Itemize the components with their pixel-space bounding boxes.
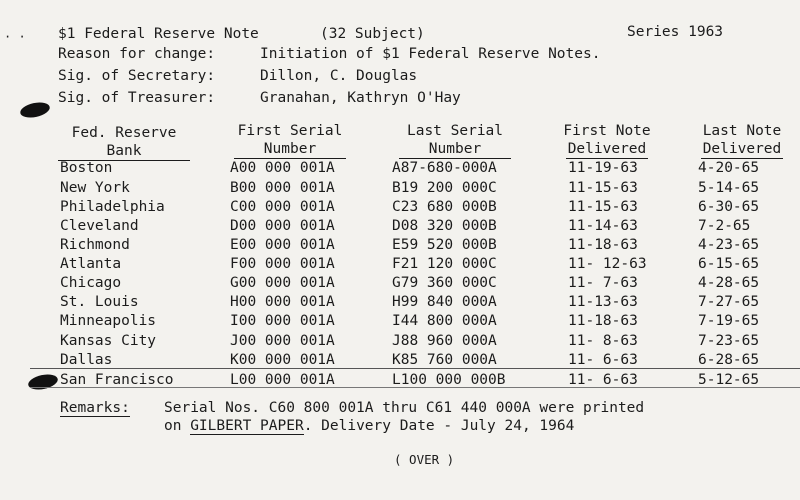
- cell-bank: Kansas City: [60, 333, 157, 349]
- cell-bank: St. Louis: [60, 294, 139, 310]
- cell-first-serial: K00 000 001A: [230, 352, 335, 368]
- remarks-line2: on GILBERT PAPER. Delivery Date - July 24, 1964: [164, 418, 575, 434]
- col-last-note-line2: Delivered: [702, 141, 782, 157]
- cell-last-delivered: 7-2-65: [698, 218, 751, 234]
- cell-first-serial: C00 000 001A: [230, 199, 335, 215]
- col-last-serial-line1: Last Serial: [406, 123, 504, 139]
- note-title: $1 Federal Reserve Note: [58, 26, 259, 42]
- cell-first-serial: A00 000 001A: [230, 160, 335, 176]
- reason-label: Reason for change:: [58, 46, 216, 62]
- cell-last-delivered: 4-23-65: [698, 237, 760, 253]
- cell-first-delivered: 11-14-63: [568, 218, 638, 234]
- cell-first-serial: L00 000 001A: [230, 372, 335, 388]
- cell-first-delivered: 11-19-63: [568, 160, 638, 176]
- cell-first-serial: G00 000 001A: [230, 275, 335, 291]
- cell-first-serial: J00 000 001A: [230, 333, 335, 349]
- col-last-note: [690, 122, 794, 159]
- col-last-serial: [385, 122, 525, 159]
- note-subject: (32 Subject): [320, 26, 425, 42]
- cell-first-delivered: 11- 7-63: [568, 275, 638, 291]
- cell-bank: San Francisco: [60, 372, 174, 388]
- cell-last-serial: E59 520 000B: [392, 237, 497, 253]
- cell-first-serial: F00 000 001A: [230, 256, 335, 272]
- cell-bank: New York: [60, 180, 130, 196]
- over-note: ( OVER ): [394, 452, 455, 467]
- cell-first-serial: D00 000 001A: [230, 218, 335, 234]
- cell-last-serial: J88 960 000A: [392, 333, 497, 349]
- cell-last-serial: K85 760 000A: [392, 352, 497, 368]
- cell-first-serial: E00 000 001A: [230, 237, 335, 253]
- gilbert-paper: GILBERT PAPER: [190, 418, 304, 434]
- cell-first-delivered: 11- 6-63: [568, 352, 638, 368]
- ink-blot-top: [19, 100, 51, 120]
- cell-last-delivered: 7-23-65: [698, 333, 760, 349]
- remarks-label: Remarks:: [60, 400, 130, 416]
- series-label: Series 1963: [627, 24, 724, 40]
- cell-bank: Cleveland: [60, 218, 139, 234]
- cell-last-delivered: 5-14-65: [698, 180, 760, 196]
- cell-bank: Philadelphia: [60, 199, 165, 215]
- cell-bank: Boston: [60, 160, 113, 176]
- col-bank-line2: Bank: [106, 143, 142, 159]
- ink-blot-bottom: [27, 372, 59, 392]
- cell-last-serial: A87-680-000A: [392, 160, 497, 176]
- cell-last-delivered: 4-28-65: [698, 275, 760, 291]
- cell-last-delivered: 6-15-65: [698, 256, 760, 272]
- col-first-serial-line2: Number: [234, 140, 346, 159]
- secretary-label: Sig. of Secretary:: [58, 68, 216, 84]
- dot-marks: · ·: [4, 30, 26, 44]
- cell-bank: Atlanta: [60, 256, 122, 272]
- treasurer-value: Granahan, Kathryn O'Hay: [260, 90, 461, 106]
- col-first-serial-line1: First Serial: [237, 123, 343, 139]
- reason-value: Initiation of $1 Federal Reserve Notes.: [260, 46, 601, 62]
- cell-first-serial: I00 000 001A: [230, 313, 335, 329]
- cell-bank: Chicago: [60, 275, 122, 291]
- row-rule-bottom: [30, 387, 800, 388]
- cell-first-delivered: 11-15-63: [568, 180, 638, 196]
- row-rule-top: [30, 368, 800, 369]
- cell-bank: Dallas: [60, 352, 113, 368]
- cell-last-serial: I44 800 000A: [392, 313, 497, 329]
- cell-last-serial: G79 360 000C: [392, 275, 497, 291]
- cell-first-delivered: 11- 6-63: [568, 372, 638, 388]
- cell-last-delivered: 7-27-65: [698, 294, 760, 310]
- cell-last-serial: F21 120 000C: [392, 256, 497, 272]
- cell-bank: Richmond: [60, 237, 130, 253]
- cell-first-serial: B00 000 001A: [230, 180, 335, 196]
- cell-last-serial: C23 680 000B: [392, 199, 497, 215]
- cell-last-serial: H99 840 000A: [392, 294, 497, 310]
- cell-first-delivered: 11-18-63: [568, 237, 638, 253]
- cell-last-delivered: 6-28-65: [698, 352, 760, 368]
- col-first-serial: [222, 122, 358, 159]
- cell-first-delivered: 11- 12-63: [568, 256, 647, 272]
- col-last-note-line1: Last Note: [702, 123, 782, 139]
- secretary-value: Dillon, C. Douglas: [260, 68, 418, 84]
- col-first-note-line2: Delivered: [567, 141, 647, 157]
- cell-first-delivered: 11-18-63: [568, 313, 638, 329]
- col-bank-line1: Fed. Reserve: [71, 125, 177, 141]
- cell-first-delivered: 11-15-63: [568, 199, 638, 215]
- cell-last-delivered: 4-20-65: [698, 160, 760, 176]
- treasurer-label: Sig. of Treasurer:: [58, 90, 216, 106]
- remarks-line1: Serial Nos. C60 800 001A thru C61 440 000A were printed: [164, 400, 645, 416]
- col-last-serial-line2: Number: [399, 140, 511, 159]
- col-first-note-line1: First Note: [563, 123, 651, 139]
- cell-last-serial: L100 000 000B: [392, 372, 506, 388]
- cell-bank: Minneapolis: [60, 313, 157, 329]
- cell-last-delivered: 7-19-65: [698, 313, 760, 329]
- cell-last-delivered: 6-30-65: [698, 199, 760, 215]
- cell-last-serial: B19 200 000C: [392, 180, 497, 196]
- col-bank: [58, 124, 190, 160]
- col-first-note: [552, 122, 662, 159]
- cell-last-delivered: 5-12-65: [698, 372, 760, 388]
- cell-last-serial: D08 320 000B: [392, 218, 497, 234]
- cell-first-delivered: 11- 8-63: [568, 333, 638, 349]
- cell-first-serial: H00 000 001A: [230, 294, 335, 310]
- cell-first-delivered: 11-13-63: [568, 294, 638, 310]
